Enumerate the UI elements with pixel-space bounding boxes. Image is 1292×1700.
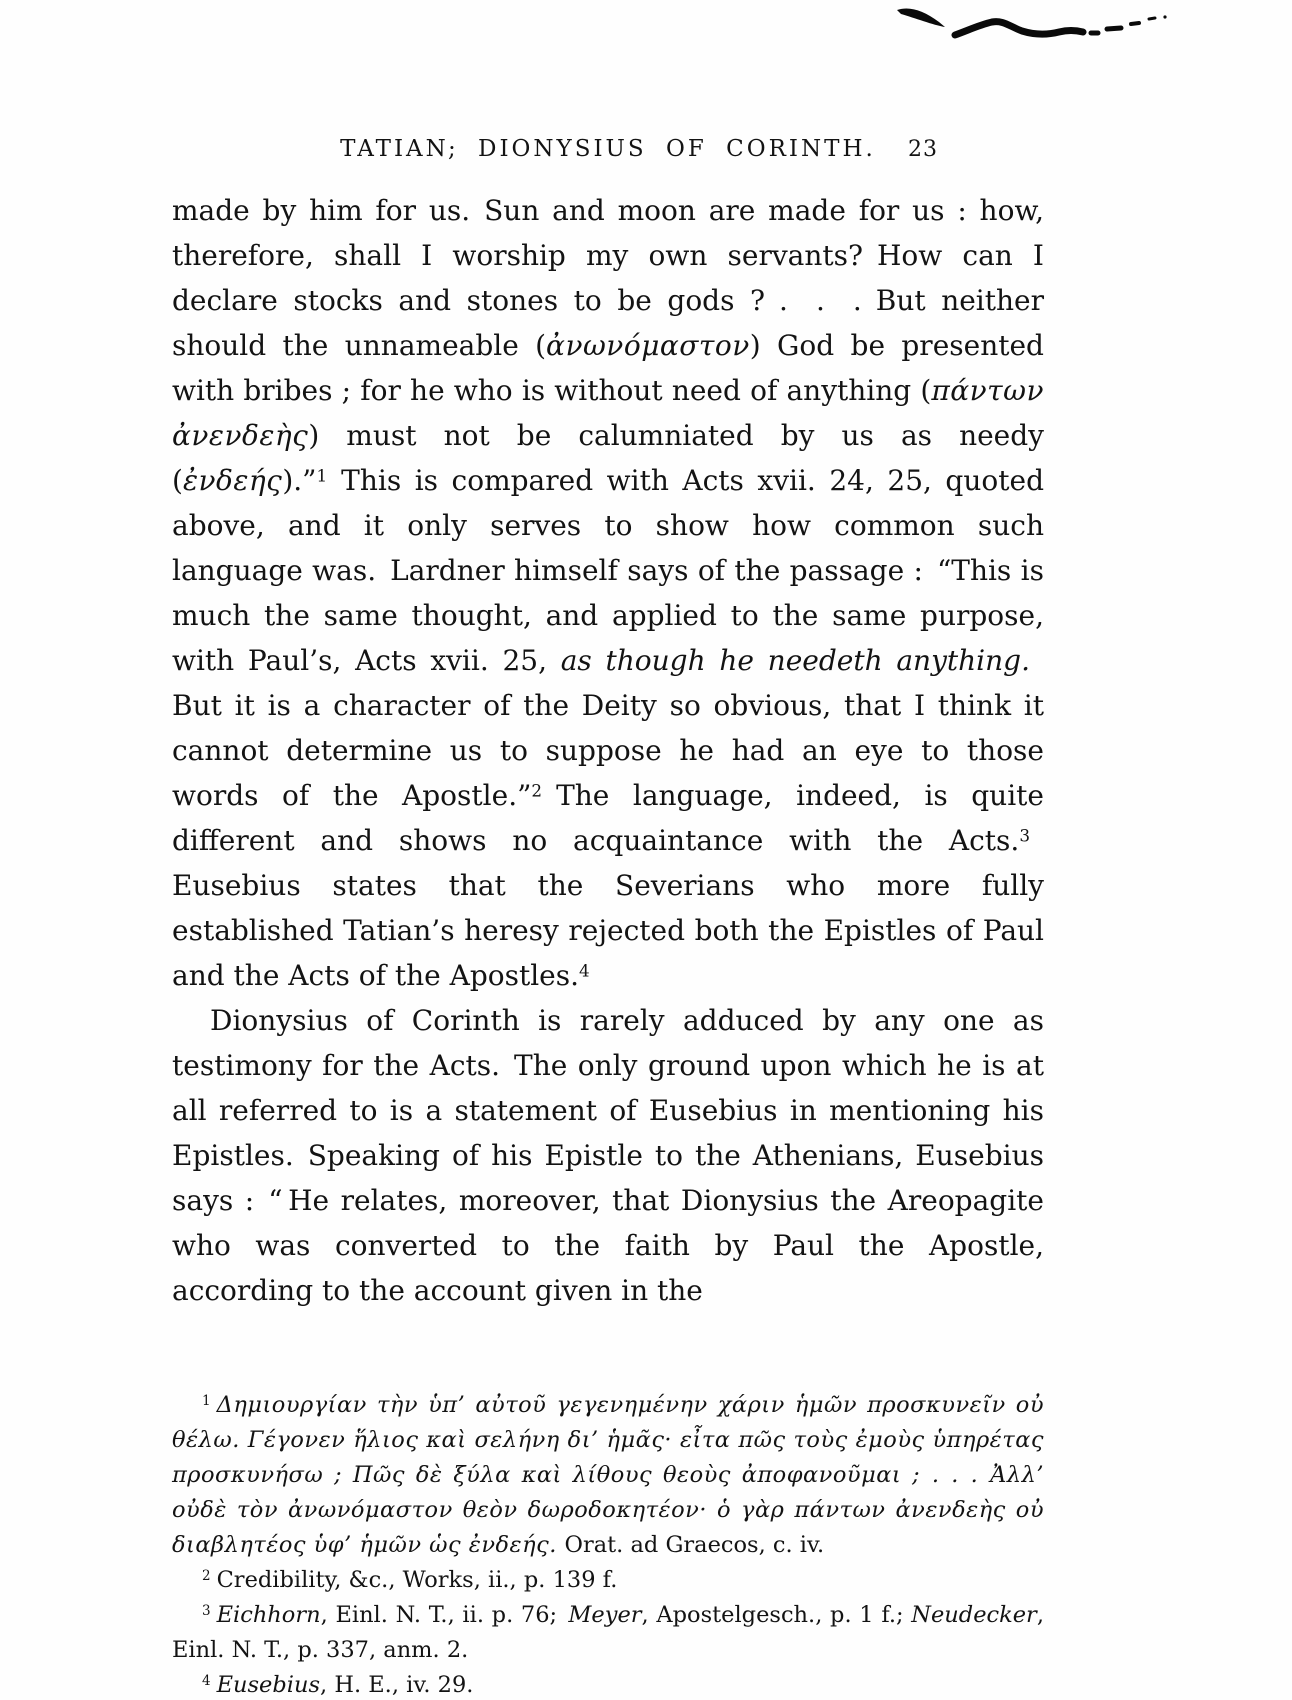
footnote-reference: 4 — [579, 960, 590, 981]
text-run: πάντων ἀνενδεὴς — [172, 374, 1044, 452]
text-run: made by him for us. Sun and moon are made for us : how, therefore, shall I worship my own servants? How can I declare stocks and stones to be gods ? . . . But neither should the unnameable ( — [172, 194, 1044, 362]
text-run: Neudecker — [911, 1602, 1037, 1628]
text-run: ἀνωνόμαστον — [546, 329, 750, 362]
text-run: ἐνδεής — [182, 464, 283, 497]
text-run: Eusebius states that the Severians who more fully established Tatian’s heresy rejected both the Epistles of Paul and the Acts of the Apostles. — [172, 824, 1044, 992]
text-run: ) God be presented with bribes ; for he who is without need of anything ( — [172, 329, 1044, 407]
text-run: Dionysius of Corinth is rarely adduced by any one as testimony for the Acts. The only ground upon which he is at all referred to is a statement of Eusebius in mentioning his Epistles. Speaking of his Epistle to the Athenians, Eusebius says : “ He relates, moreover, that Dionysius the Areopagite who was converted to the faith by Paul the Apostle, according to the account given in the — [172, 1004, 1044, 1307]
text-run: , Einl. N. T., p. 337, anm. 2. — [172, 1602, 1044, 1663]
text-run: Meyer — [568, 1602, 642, 1628]
body-paragraph — [172, 188, 1044, 998]
text-run: , Einl. N. T., ii. p. 76; — [320, 1602, 569, 1628]
running-header-title: TATIAN; DIONYSIUS OF CORINTH. — [340, 136, 876, 162]
text-run: The language, indeed, is quite different and shows no acquaintance with the Acts. — [172, 779, 1044, 857]
text-run: Orat. ad Graecos, c. iv. — [564, 1532, 825, 1558]
footnote-marker: 4 — [202, 1673, 211, 1690]
footnotes-block — [172, 1388, 1044, 1700]
text-run: Credibility, &c., Works, ii., p. 139 f. — [216, 1567, 618, 1593]
text-run: as though he needeth anything. — [560, 644, 1030, 677]
text-run: ).” — [282, 464, 317, 497]
footnote-marker: 1 — [202, 1393, 211, 1410]
text-run: Eichhorn — [216, 1602, 321, 1628]
footnote-reference: 2 — [531, 780, 543, 801]
text-run: , Apostelgesch., p. 1 f.; — [641, 1602, 912, 1628]
text-run: ) must not be calumniated by us as needy ( — [172, 419, 1044, 497]
text-run: This is compared with Acts xvii. 24, 25, quoted above, and it only serves to show how common such language was. Lardner himself says of the passage : “This is much the same thought, and applied to the same purpose, with Paul’s, Acts xvii. 25, — [172, 464, 1044, 677]
footnote-reference: 1 — [316, 465, 328, 486]
footnote-marker: 3 — [202, 1603, 211, 1620]
body-text-column — [172, 188, 1044, 1313]
body-paragraph — [172, 998, 1044, 1313]
page-number: 23 — [908, 137, 938, 162]
footnote — [172, 1598, 1044, 1668]
footnote — [172, 1563, 1044, 1598]
footnote-reference: 3 — [1019, 825, 1030, 846]
footnote — [172, 1388, 1044, 1563]
text-run: Eusebius — [216, 1672, 321, 1698]
text-run: But it is a character of the Deity so obvious, that I think it cannot determine us to suppose he had an eye to those words of the Apostle.” — [172, 644, 1044, 812]
text-run: , H. E., iv. 29. — [320, 1672, 474, 1698]
footnote-marker: 2 — [202, 1568, 211, 1585]
text-run: Δημιουργίαν τὴν ὑπ’ αὐτοῦ γεγενημένην χάριν ἡμῶν προσκυνεῖν οὐ θέλω. Γέγονεν ἥλιος καὶ σελήνη δι’ ἡμᾶς· εἶτα πῶς τοὺς ἐμοὺς ὑπηρέτας προσκυνήσω ; Πῶς δὲ ξύλα καὶ λίθους θεοὺς ἀποφανοῦμαι ; . . . Ἀλλ’ οὐδὲ τὸν ἀνωνόμαστον θεὸν δωροδοκητέον· ὁ γὰρ πάντων ἀνενδεὴς οὐ διαβλητέος ὑφ’ ἡμῶν ὡς ἐνδεής. — [172, 1392, 1044, 1558]
footnote — [172, 1668, 1044, 1700]
ink-smudge-artifact — [895, 6, 1170, 54]
